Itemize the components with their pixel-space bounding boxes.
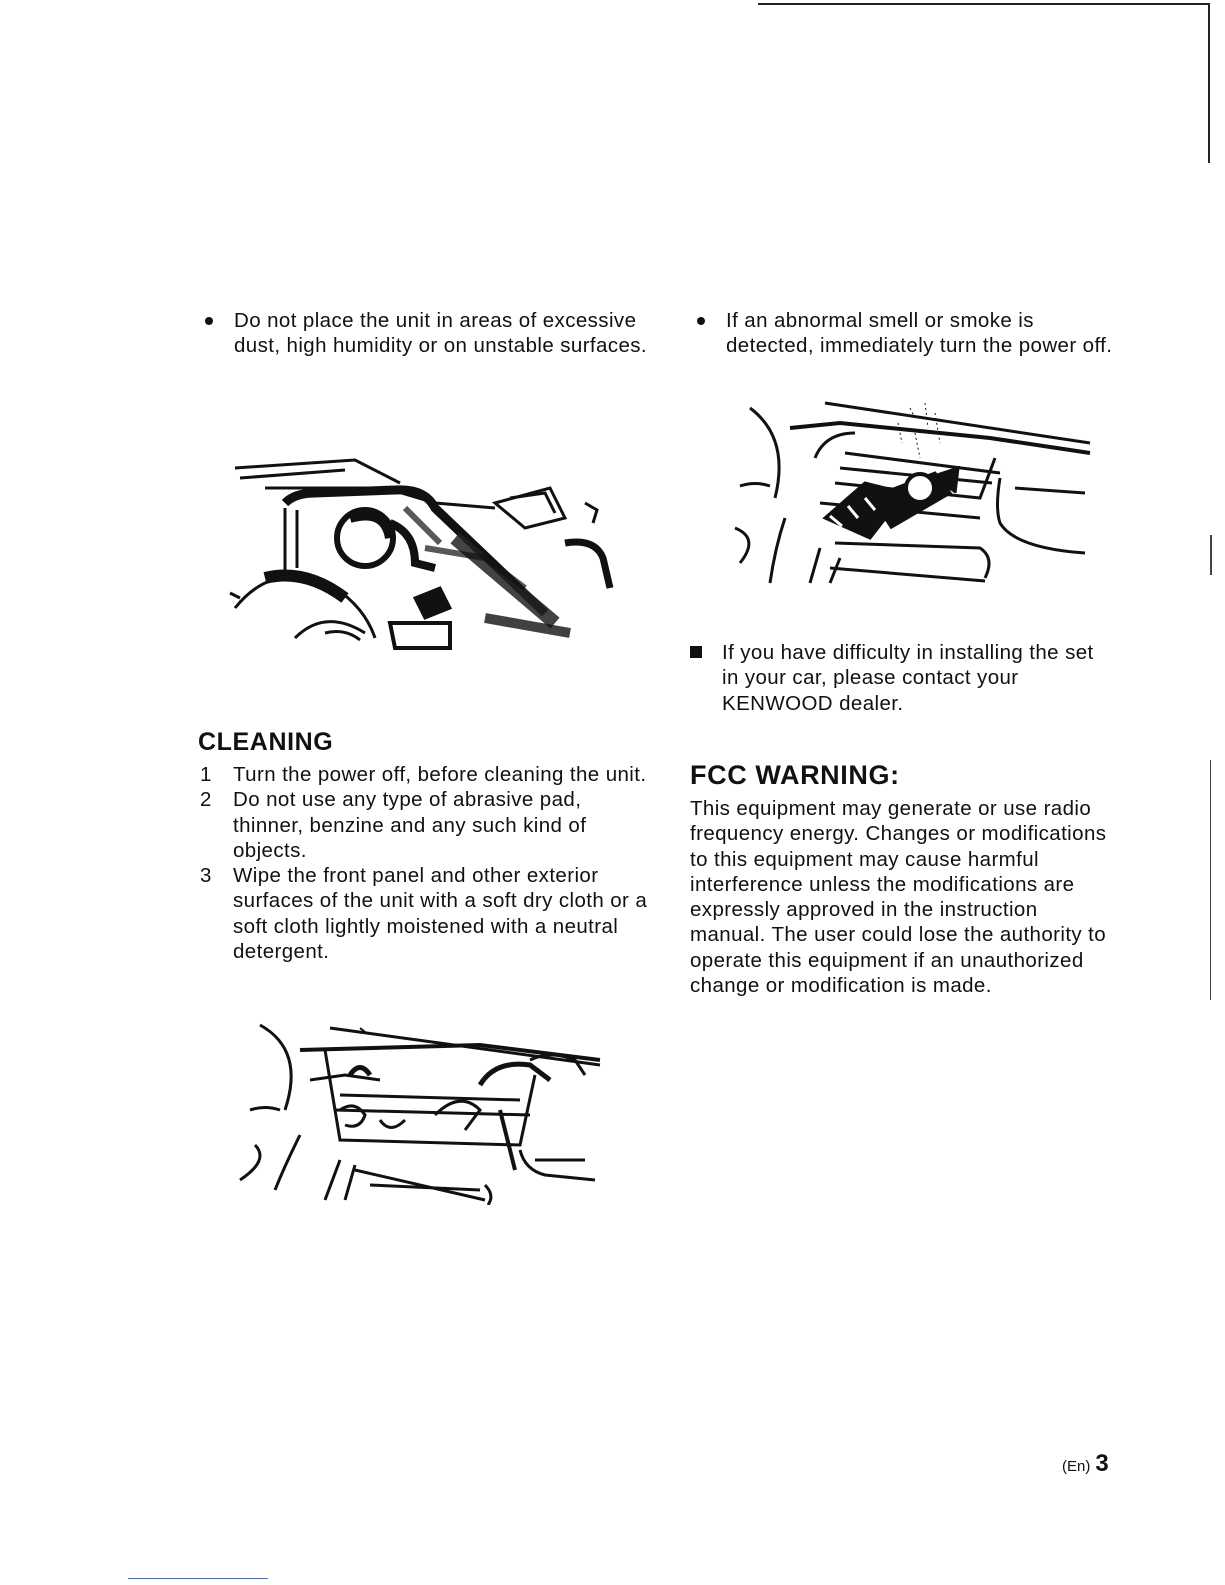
bullet-dust-text: Do not place the unit in areas of excessive dust, high humidity or on unstable surfaces. [234, 309, 648, 358]
cleaning-heading: CLEANING [198, 728, 334, 756]
bullet-dot [697, 317, 705, 325]
right-bullet-block [690, 308, 1120, 359]
cleaning-item-text: Turn the power off, before cleaning the unit. [233, 763, 647, 786]
cleaning-item-number: 3 [200, 864, 212, 888]
install-note-block [690, 640, 1110, 716]
bullet-smoke-text: If an abnormal smell or smoke is detected, immediately turn the power off. [726, 309, 1113, 358]
page-number: 3 [1095, 1450, 1109, 1477]
cleaning-item-number: 2 [200, 788, 212, 812]
bullet-square [690, 646, 702, 658]
fcc-warning-body: This equipment may generate or use radio frequency energy. Changes or modifications to this equipment may cause harmful interference unless the modifications are expressly approved in the instruction manual. The user could lose the authority to operate this equipment if an unauthorized change or modification is made. [690, 797, 1107, 998]
cleaning-item-1 [198, 762, 648, 787]
bullet-smoke [690, 308, 1120, 359]
cleaning-list [198, 762, 648, 964]
dusty-car-interior-illustration [225, 448, 625, 658]
smoking-car-stereo-illustration [730, 398, 1100, 593]
frame-mark [1210, 535, 1212, 575]
wiping-front-panel-illustration [230, 1020, 610, 1205]
frame-mark [1210, 760, 1211, 1000]
page-footer [1062, 1450, 1109, 1478]
cleaning-item-number: 1 [200, 763, 212, 786]
bottom-link-line [128, 1578, 268, 1579]
install-note-text: If you have difficulty in installing the set in your car, please contact your KENWOOD dealer. [722, 641, 1094, 715]
bullet-dust [198, 308, 648, 359]
language-code: (En) [1062, 1458, 1091, 1475]
fcc-warning-section [690, 760, 1110, 998]
cleaning-section [198, 727, 648, 964]
frame-line-top [758, 3, 1210, 5]
cleaning-item-text: Wipe the front panel and other exterior surfaces of the unit with a soft dry cloth or a soft cloth lightly moistened with a neutral detergent. [233, 864, 648, 964]
install-note [690, 640, 1110, 716]
left-bullet-block [198, 308, 648, 359]
cleaning-item-2 [198, 787, 648, 863]
cleaning-item-3 [198, 863, 648, 964]
frame-line-right [1208, 3, 1210, 163]
cleaning-item-text: Do not use any type of abrasive pad, thinner, benzine and any such kind of objects. [233, 788, 587, 862]
bullet-dot [205, 317, 213, 325]
fcc-warning-heading: FCC WARNING: [690, 760, 900, 790]
